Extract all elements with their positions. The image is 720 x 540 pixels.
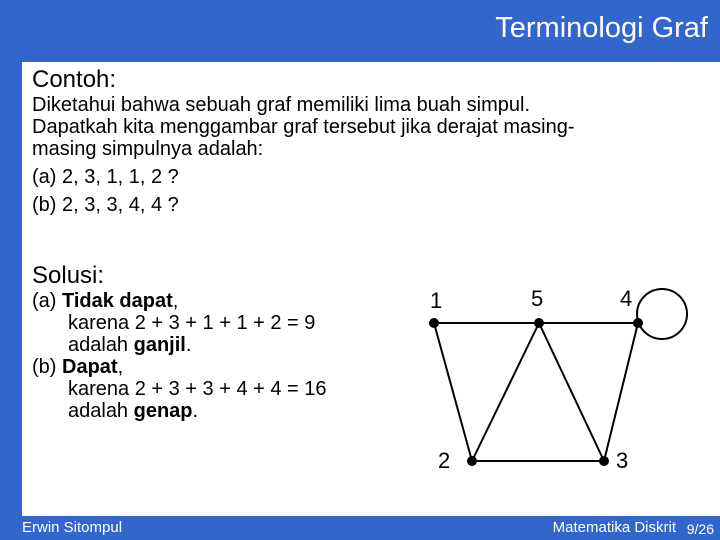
graph-vertices <box>429 318 643 466</box>
left-accent-bar <box>0 0 22 540</box>
example-line-1: Diketahui bahwa sebuah graf memiliki lima buah simpul. <box>32 94 531 116</box>
vertex-label-5: 5 <box>531 286 544 311</box>
solution-heading: Solusi: <box>32 262 105 289</box>
solution-b-verdict: Dapat <box>62 356 118 378</box>
graph-edges <box>434 289 687 461</box>
vertex-3 <box>599 456 609 466</box>
solution-a-parity: ganjil <box>133 334 186 356</box>
slide-title: Terminologi Graf <box>495 12 708 44</box>
solution-body <box>32 290 327 422</box>
example-body <box>32 94 575 216</box>
footer-course: Matematika Diskrit <box>552 519 676 536</box>
footer-bar <box>0 516 720 540</box>
solution-b-line-1 <box>32 356 327 378</box>
graph-diagram <box>398 270 698 480</box>
example-heading: Contoh: <box>32 66 117 93</box>
solution-b-line3-suffix: . <box>192 400 199 422</box>
vertex-label-1: 1 <box>430 288 443 313</box>
solution-b-line3-prefix: adalah <box>68 400 134 422</box>
page-number: 9/26 <box>686 521 714 537</box>
solution-a-line3-suffix: . <box>185 334 192 356</box>
solution-b-parity: genap <box>133 400 193 422</box>
edge-1-2 <box>434 323 472 461</box>
edge-5-3 <box>539 323 604 461</box>
solution-b-prefix: (b) <box>32 356 62 378</box>
solution-b-line-3 <box>32 400 327 422</box>
solution-a-line-2: karena 2 + 3 + 1 + 1 + 2 = 9 <box>68 312 316 334</box>
solution-a-suffix: , <box>172 290 179 312</box>
example-line-2: Dapatkah kita menggambar graf tersebut jika derajat masing- <box>32 116 575 138</box>
example-line-3: masing simpulnya adalah: <box>32 138 264 160</box>
solution-a-prefix: (a) <box>32 290 62 312</box>
solution-a-line3-prefix: adalah <box>68 334 134 356</box>
vertex-label-4: 4 <box>620 286 633 311</box>
title-bar <box>0 0 720 62</box>
solution-a-verdict: Tidak dapat <box>62 290 173 312</box>
vertex-4 <box>633 318 643 328</box>
vertex-5 <box>534 318 544 328</box>
edge-2-5 <box>472 323 539 461</box>
edge-3-4 <box>604 323 638 461</box>
footer-author: Erwin Sitompul <box>22 519 123 536</box>
vertex-1 <box>429 318 439 328</box>
vertex-label-2: 2 <box>438 448 451 473</box>
loop-4 <box>637 289 687 339</box>
vertex-label-3: 3 <box>616 448 629 473</box>
solution-b-suffix: , <box>117 356 124 378</box>
graph-labels <box>430 286 632 473</box>
vertex-2 <box>467 456 477 466</box>
example-case-b: (b) 2, 3, 3, 4, 4 ? <box>32 194 179 216</box>
solution-a-line-1 <box>32 290 327 312</box>
solution-a-line-3 <box>32 334 327 356</box>
solution-b-line-2: karena 2 + 3 + 3 + 4 + 4 = 16 <box>68 378 327 400</box>
example-case-a: (a) 2, 3, 1, 1, 2 ? <box>32 166 179 188</box>
